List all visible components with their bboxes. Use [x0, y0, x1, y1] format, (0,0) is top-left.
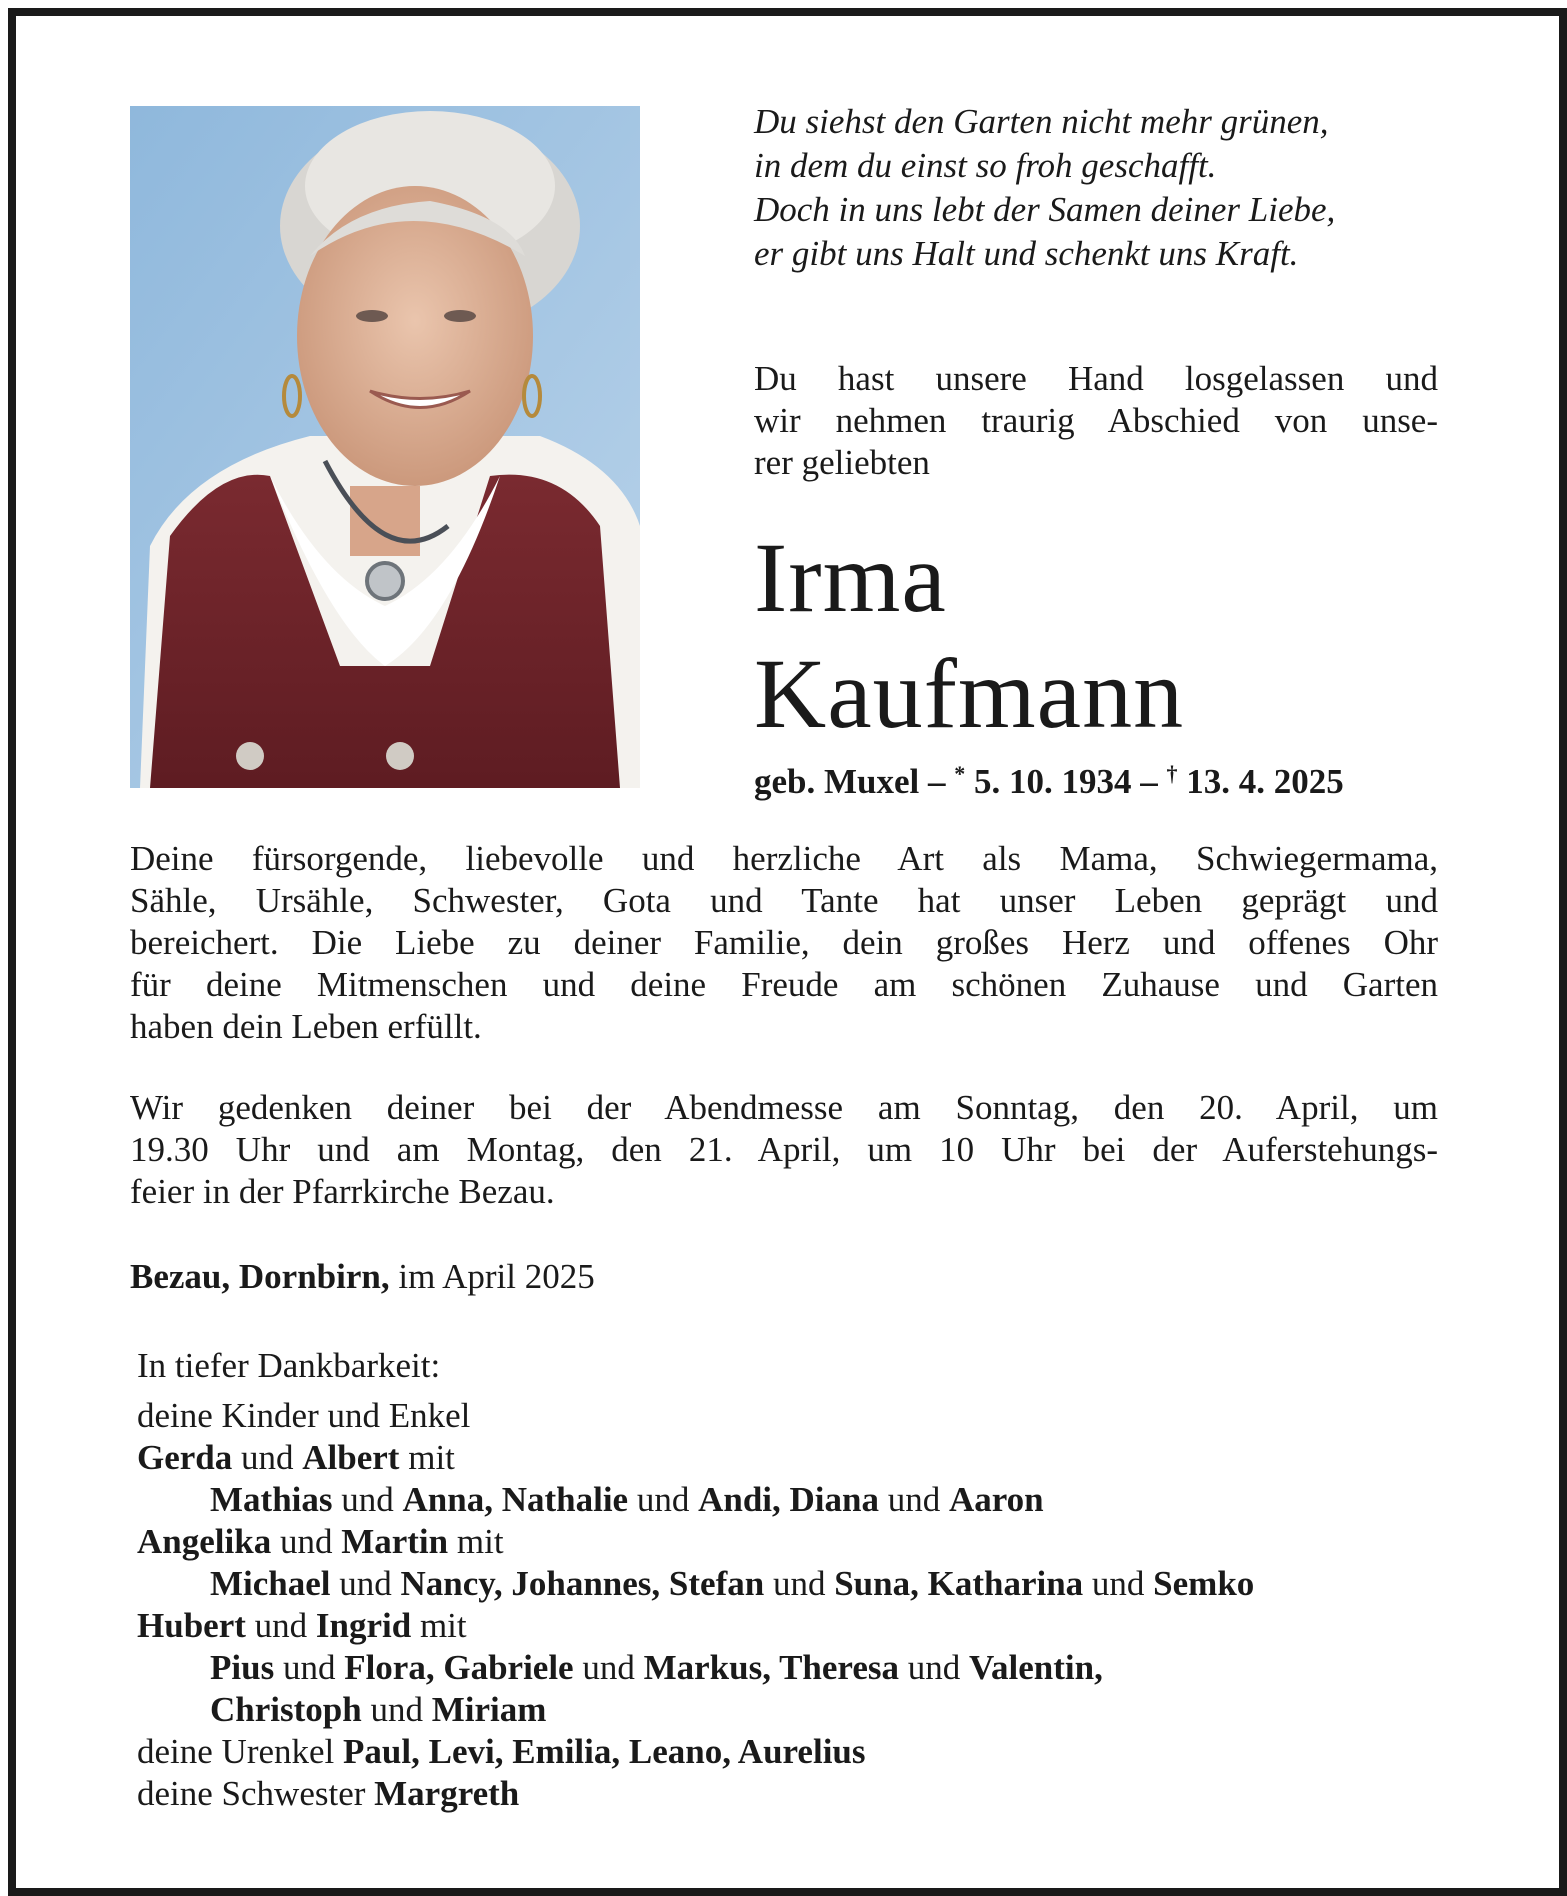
conjunction: und	[1091, 1564, 1145, 1603]
family-name: Andi, Diana	[698, 1480, 879, 1519]
poem	[754, 100, 1474, 276]
family-name: Christoph	[210, 1690, 362, 1729]
family-name: Aaron	[949, 1480, 1044, 1519]
died-symbol: †	[1166, 761, 1178, 786]
last-name: Kaufmann	[754, 638, 1185, 749]
conjunction: und	[341, 1480, 394, 1519]
portrait-photo	[130, 106, 640, 788]
intro-line: Du hast unsere Hand losgelassen und	[754, 359, 1438, 398]
family-name: Gerda	[137, 1438, 233, 1477]
conjunction: und	[636, 1480, 690, 1519]
service-line: 19.30 Uhr und am Montag, den 21. April, um 10 Uhr bei der Auferstehungs-	[130, 1130, 1438, 1169]
children-intro: deine Kinder und Enkel	[137, 1396, 471, 1435]
family-row	[137, 1731, 1254, 1773]
conjunction: und	[254, 1606, 308, 1645]
born-date: 5. 10. 1934	[974, 762, 1132, 801]
family-name: Paul, Levi, Emilia, Leano, Aurelius	[343, 1732, 866, 1771]
family-name: Suna, Katharina	[834, 1564, 1084, 1603]
family-name: Margreth	[374, 1774, 520, 1813]
intro-line: wir nehmen traurig Abschied von unse-	[754, 401, 1438, 440]
family-name: Valentin,	[968, 1648, 1103, 1687]
intro-line: rer geliebten	[754, 443, 930, 482]
service-paragraph	[130, 1087, 1438, 1213]
poem-line: Du siehst den Garten nicht mehr grünen,	[754, 102, 1329, 141]
conjunction: und	[282, 1648, 336, 1687]
family-row	[137, 1689, 1254, 1731]
family-name: Angelika	[137, 1522, 272, 1561]
family-row	[137, 1563, 1254, 1605]
deceased-name	[754, 520, 1184, 752]
conjunction: mit	[419, 1606, 467, 1645]
family-name: Albert	[302, 1438, 400, 1477]
conjunction: und	[339, 1564, 392, 1603]
birth-name: geb. Muxel	[754, 762, 920, 801]
service-line: Wir gedenken deiner bei der Abendmesse am Sonntag, den 20. April, um	[130, 1088, 1438, 1127]
family-name: Miriam	[431, 1690, 547, 1729]
conjunction: und	[772, 1564, 826, 1603]
conjunction: und	[279, 1522, 333, 1561]
separator: –	[1140, 762, 1158, 801]
tribute-line: bereichert. Die Liebe zu deiner Familie, dein großes Herz und offenes Ohr	[130, 923, 1438, 962]
portrait-illustration	[130, 106, 640, 788]
conjunction: mit	[408, 1438, 455, 1477]
family-row	[137, 1479, 1254, 1521]
separator: –	[928, 762, 946, 801]
family-row	[137, 1437, 1254, 1479]
relation-label: deine Schwester	[137, 1774, 366, 1813]
family-name: Pius	[210, 1648, 275, 1687]
tribute-line: haben dein Leben erfüllt.	[130, 1007, 482, 1046]
family-heading: In tiefer Dankbarkeit:	[137, 1346, 441, 1385]
family-name: Markus, Theresa	[643, 1648, 899, 1687]
conjunction: und	[582, 1648, 635, 1687]
relation-label: deine Urenkel	[137, 1732, 335, 1771]
family-name: Hubert	[137, 1606, 246, 1645]
family-row	[137, 1647, 1254, 1689]
conjunction: und	[370, 1690, 423, 1729]
first-name: Irma	[754, 522, 947, 633]
family-list	[137, 1345, 1254, 1815]
conjunction: und	[907, 1648, 961, 1687]
life-dates	[754, 752, 1438, 804]
family-name: Semko	[1153, 1564, 1255, 1603]
place-month: im April 2025	[398, 1257, 595, 1296]
place-date	[130, 1256, 595, 1298]
family-row	[137, 1605, 1254, 1647]
conjunction: mit	[456, 1522, 504, 1561]
poem-line: Doch in uns lebt der Samen deiner Liebe,	[754, 190, 1336, 229]
born-symbol: *	[954, 761, 966, 786]
conjunction: und	[241, 1438, 294, 1477]
conjunction: und	[887, 1480, 941, 1519]
service-line: feier in der Pfarrkirche Bezau.	[130, 1172, 555, 1211]
poem-line: in dem du einst so froh geschafft.	[754, 146, 1217, 185]
poem-line: er gibt uns Halt und schenkt uns Kraft.	[754, 234, 1299, 273]
family-name: Michael	[210, 1564, 331, 1603]
tribute-line: Deine fürsorgende, liebevolle und herzliche Art als Mama, Schwiegermama,	[130, 839, 1438, 878]
intro-text	[754, 358, 1438, 484]
family-row	[137, 1521, 1254, 1563]
family-name: Martin	[341, 1522, 449, 1561]
place-locations: Bezau, Dornbirn,	[130, 1257, 390, 1296]
family-name: Flora, Gabriele	[344, 1648, 574, 1687]
family-name: Mathias	[210, 1480, 333, 1519]
tribute-line: Sähle, Ursähle, Schwester, Gota und Tante hat unser Leben geprägt und	[130, 881, 1438, 920]
family-row	[137, 1773, 1254, 1815]
family-name: Nancy, Johannes, Stefan	[400, 1564, 765, 1603]
family-name: Ingrid	[315, 1606, 412, 1645]
died-date: 13. 4. 2025	[1186, 762, 1344, 801]
tribute-line: für deine Mitmenschen und deine Freude am schönen Zuhause und Garten	[130, 965, 1438, 1004]
family-name: Anna, Nathalie	[402, 1480, 629, 1519]
tribute-paragraph	[130, 838, 1438, 1048]
